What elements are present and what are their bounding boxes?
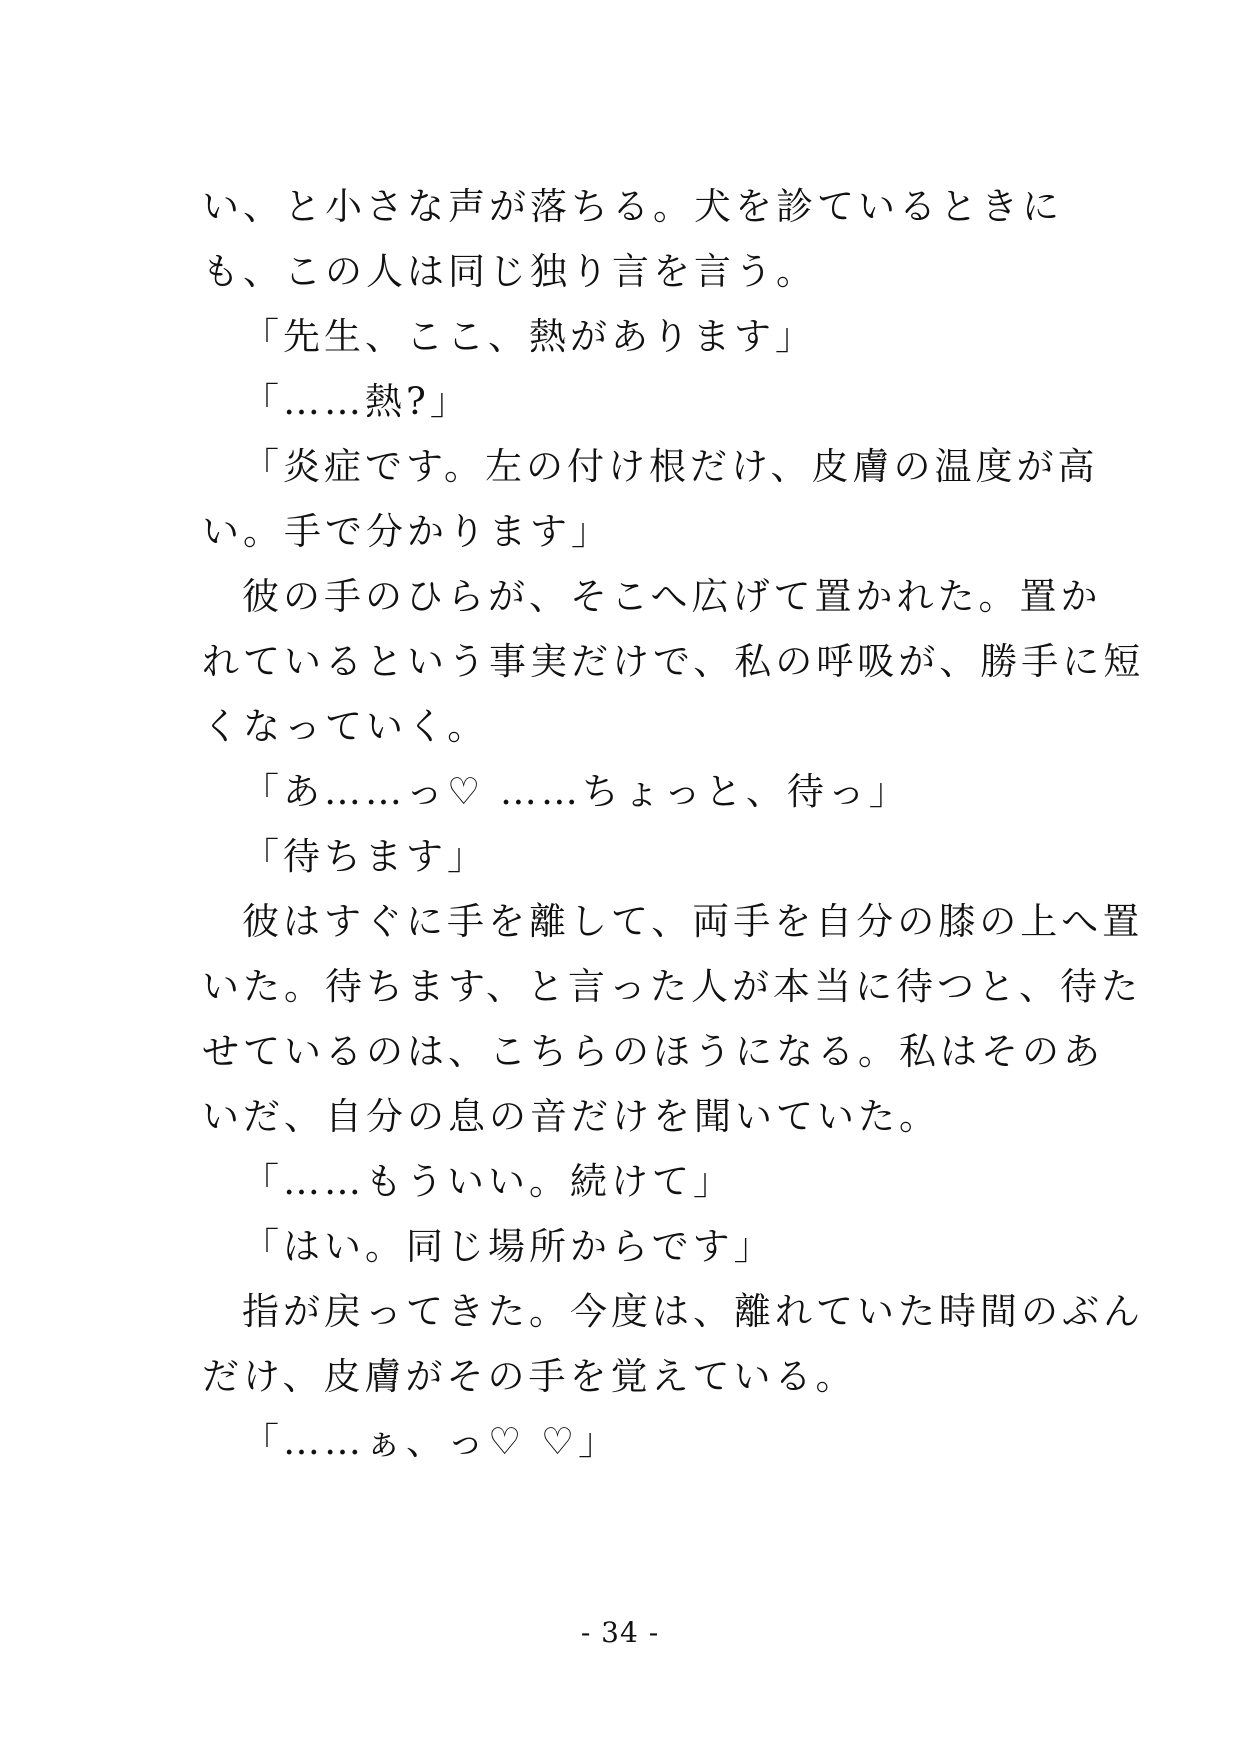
text-line: 「先生、ここ、熱があります」 xyxy=(242,315,816,358)
text-line: れているという事実だけで、私の呼吸が、勝手に短 xyxy=(202,640,1145,683)
text-line: い。手で分かります」 xyxy=(202,510,612,553)
text-line: い、と小さな声が落ちる。犬を診ているときに xyxy=(202,185,1063,228)
dialogue-line xyxy=(202,759,1062,824)
paragraph xyxy=(202,499,1062,564)
paragraph xyxy=(202,1279,1144,1344)
paragraph xyxy=(202,889,1144,954)
dialogue-line xyxy=(202,434,1099,499)
dialogue-line xyxy=(202,1409,1062,1474)
text-line: も、この人は同じ独り言を言う。 xyxy=(202,250,817,293)
dialogue-line xyxy=(202,304,1062,369)
paragraph xyxy=(202,564,1102,629)
dialogue-line xyxy=(202,824,1062,889)
text-line: いた。待ちます、と言った人が本当に待つと、待た xyxy=(202,965,1143,1008)
paragraph xyxy=(202,954,1143,1149)
text-line: 「待ちます」 xyxy=(242,835,488,878)
text-line: 「……もういい。続けて」 xyxy=(242,1160,734,1203)
text-line: 「あ……っ♡ ……ちょっと、待っ」 xyxy=(242,770,910,813)
text-line: 「……熱?」 xyxy=(242,380,471,423)
dialogue-line xyxy=(202,1214,1062,1279)
text-line: 「……ぁ、っ♡ ♡」 xyxy=(242,1420,620,1463)
paragraph xyxy=(202,629,1145,759)
text-line: 「はい。同じ場所からです」 xyxy=(242,1225,775,1268)
dialogue-line xyxy=(202,1149,1062,1214)
paragraph xyxy=(202,1344,1062,1409)
text-line: いだ、自分の息の音だけを聞いていた。 xyxy=(202,1095,940,1138)
text-line: 「炎症です。左の付け根だけ、皮膚の温度が高 xyxy=(242,445,1099,488)
dialogue-line xyxy=(202,369,1062,434)
text-line: くなっていく。 xyxy=(202,705,489,748)
text-line: せているのは、こちらのほうになる。私はそのあ xyxy=(202,1030,1104,1073)
text-line: 指が戻ってきた。今度は、離れていた時間のぶん xyxy=(242,1290,1144,1333)
text-line: 彼の手のひらが、そこへ広げて置かれた。置か xyxy=(242,575,1102,618)
text-line: 彼はすぐに手を離して、両手を自分の膝の上へ置 xyxy=(242,900,1144,943)
text-line: だけ、皮膚がその手を覚えている。 xyxy=(202,1355,857,1398)
page-number: - 34 - xyxy=(580,1616,660,1649)
body-text xyxy=(202,174,1145,1474)
paragraph xyxy=(202,174,1062,304)
